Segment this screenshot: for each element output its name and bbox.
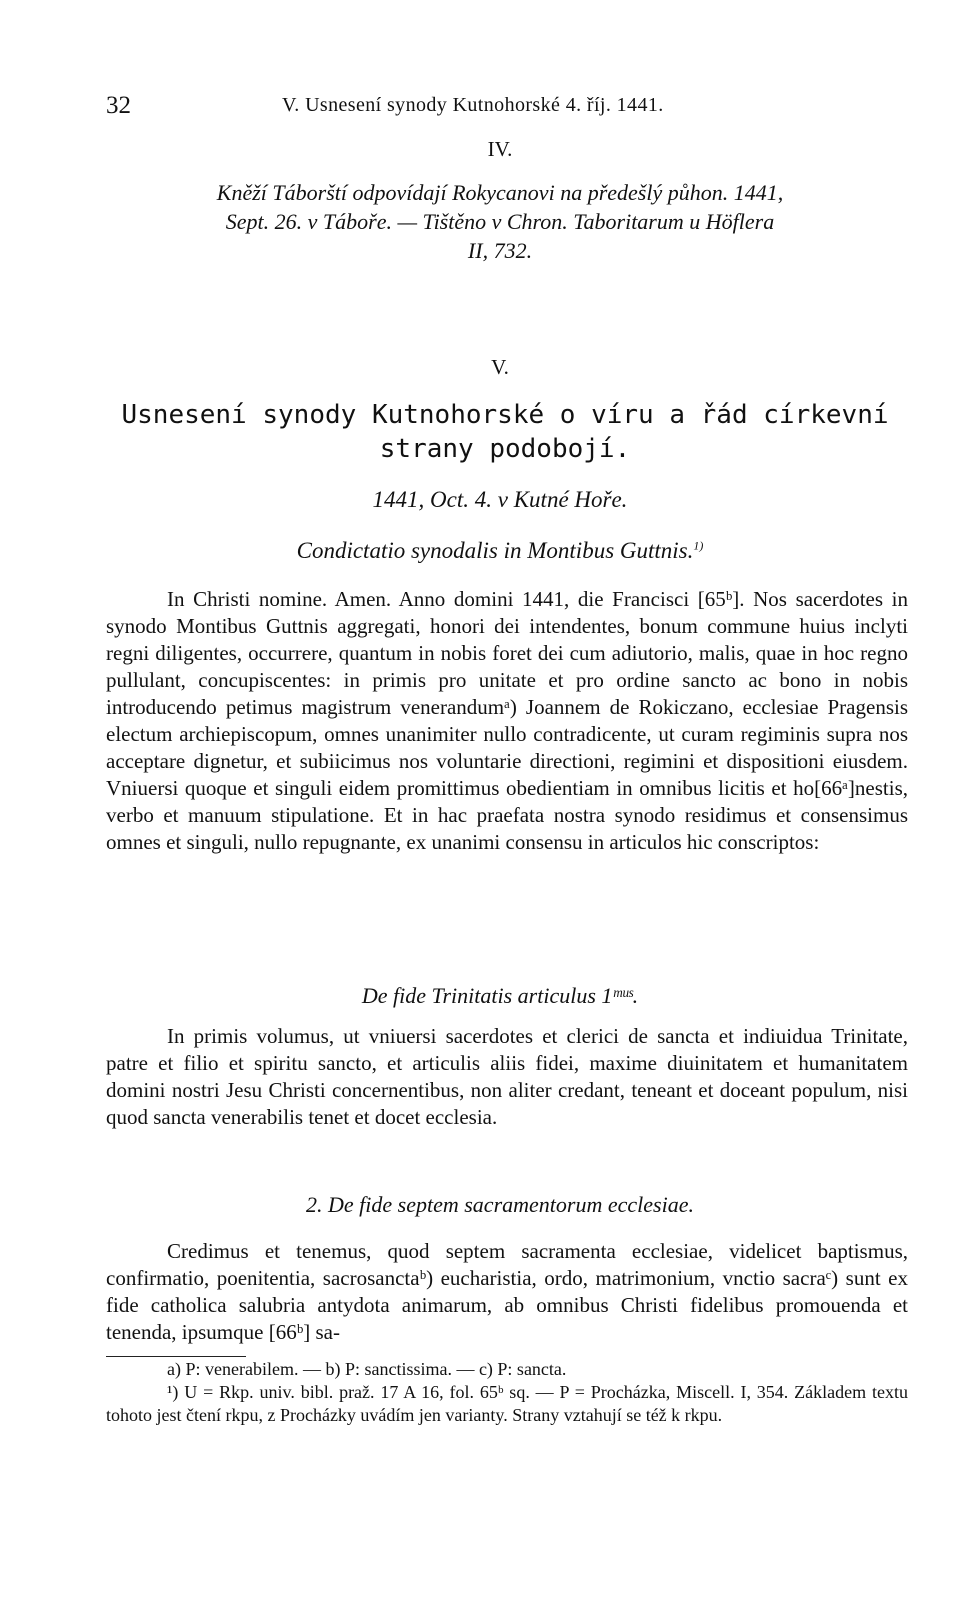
section-4-number: IV. (487, 137, 513, 161)
footnote-mark: 1) (693, 538, 704, 553)
footnotes (106, 1358, 908, 1427)
footnote-variants: a) P: venerabilem. — b) P: sanctissima. — c) P: sancta. (167, 1359, 567, 1379)
section-4-title-line: Sept. 26. v Táboře. — Tištěno v Chron. Taboritarum u Höflera (225, 209, 775, 234)
section-4-title-line: Kněží Táborští odpovídají Rokycanovi na předešlý půhon. 1441, (216, 180, 784, 205)
section-4-title (90, 178, 910, 265)
running-head (106, 92, 896, 122)
article-1-text: In primis volumus, ut vniuersi sacerdotes et clerici de sancta et indiuidua Trinitate, patre et filio et spiritu sancto, et articulis aliis fidei, maxime diuinitatem et humanitatem domini nostri Jesu Christi concernentibus, non aliter credant, teneant et doceant populum, nisi quod sancta venerabilis tenet et docet ecclesia. (106, 1024, 908, 1129)
section-4-title-line: II, 732. (467, 238, 533, 263)
article-2-text: Credimus et tenemus, quod septem sacramenta ecclesiae, videlicet baptismus, confirmatio, poenitentia, sacrosanctaᵇ) eucharistia, ordo, matrimonium, vnctio sacraᶜ) sunt ex fide catholica salubria antydota animarum, ab omnibus Christi fidelibus promouenda et tenenda, ipsumque [66ᵇ] sa- (106, 1239, 908, 1344)
page-number: 32 (106, 92, 131, 119)
footnote-1: ¹) U = Rkp. univ. bibl. praž. 17 A 16, fol. 65ᵇ sq. — P = Procházka, Miscell. I, 354. Základem textu tohoto jest čtení rkpu, z Procházky uvádím jen varianty. Strany vztahují se též k rkpu. (106, 1382, 908, 1425)
date-line: 1441, Oct. 4. v Kutné Hoře. (372, 487, 628, 512)
section-5-title (90, 398, 920, 466)
article-2-heading: 2. De fide septem sacramentorum ecclesiae. (306, 1192, 694, 1217)
footnote-rule (106, 1356, 246, 1357)
condictatio-text: Condictatio synodalis in Montibus Guttnis. (296, 538, 694, 563)
condictatio-line (90, 538, 910, 564)
article-1-heading: De fide Trinitatis articulus 1ᵐᵘˢ. (361, 983, 639, 1008)
section-5-title-line: strany podobojí. (379, 434, 631, 464)
section-5-title-line: Usnesení synody Kutnohorské o víru a řád církevní (121, 400, 889, 430)
section-5-number: V. (491, 355, 509, 379)
intro-paragraph: In Christi nomine. Amen. Anno domini 1441, die Francisci [65ᵇ]. Nos sacerdotes in synodo Montibus Guttnis aggregati, honori dei intendentes, bonum commune huius inclyti regni diligentes, occurrere, quantum in nobis foret dei cum adiutorio, malis, quae in hoc regno pullulant, concupiscentes: in primis pro unitate et pro ordine sancto ac bono in nobis introducendo petimus magistrum venerandumᵃ) Joannem de Rokiczano, ecclesiae Pragensis electum archiepiscopum, omnes unanimiter nullo contradicente, ut curam regiminis supra nos acceptare dignetur, et subiicimus nos voluntarie directioni, regimini et dispositioni eiusdem. Vniuersi quoque et singuli eidem promittimus obedientiam in omnibus licitis et ho[66ᵃ]nestis, verbo et manuum stipulatione. Et in hac praefata nostra synodo residimus et consensimus omnes et singuli, nullo repugnante, ex unanimi consensu in articulos hic conscriptos: (106, 587, 908, 854)
running-title: V. Usnesení synody Kutnohorské 4. říj. 1441. (282, 94, 664, 116)
